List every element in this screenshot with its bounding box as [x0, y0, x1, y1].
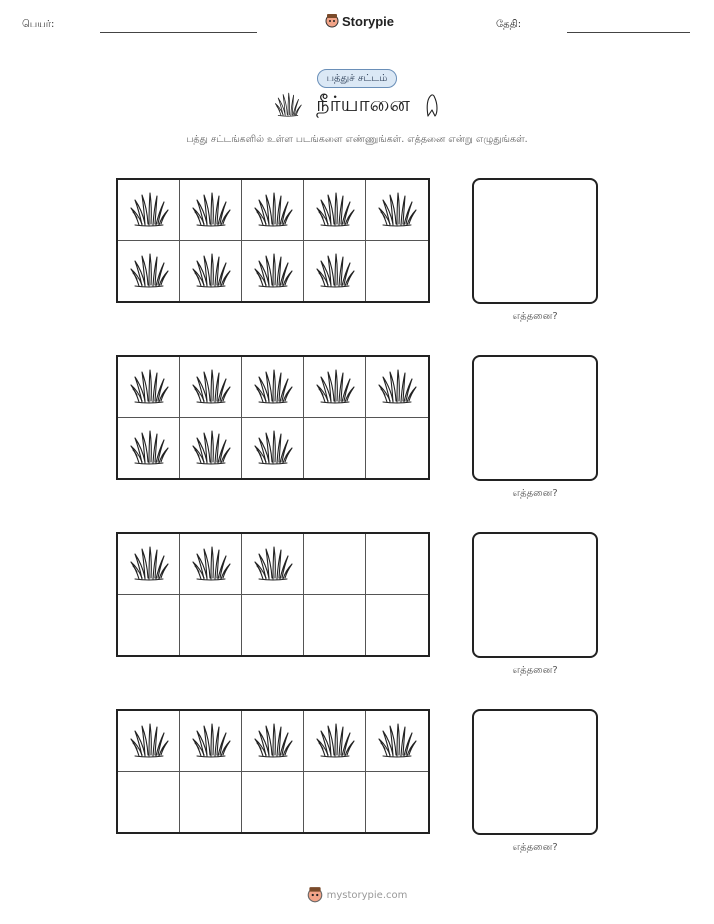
tooth-icon [424, 92, 440, 118]
ten-frame-cell [242, 180, 304, 241]
ten-frame-cell [304, 418, 366, 479]
how-many-label: எத்தனை? [512, 488, 558, 499]
ten-frame-cell [242, 711, 304, 772]
ten-frame-cell [180, 772, 242, 833]
how-many-label: எத்தனை? [512, 311, 558, 322]
grass-icon [315, 721, 355, 761]
grass-icon [253, 367, 293, 407]
grass-icon [315, 251, 355, 291]
ten-frame-cell [304, 357, 366, 418]
grass-icon [191, 367, 231, 407]
ten-frame-cell [118, 418, 180, 479]
ten-frame-cell [118, 357, 180, 418]
grass-icon [253, 721, 293, 761]
grass-icon [253, 428, 293, 468]
storypie-mascot-icon [325, 13, 339, 29]
brand-logo [325, 13, 394, 29]
instructions: பத்து சட்டங்களில் உள்ள படங்களை எண்ணுங்கள். எத்தனை என்று எழுதுங்கள். [186, 134, 528, 145]
ten-frame-cell [242, 241, 304, 302]
ten-frame-cell [242, 534, 304, 595]
grass-icon [274, 91, 302, 119]
ten-frame-cell [304, 595, 366, 656]
grass-icon [129, 367, 169, 407]
grass-icon [129, 428, 169, 468]
grass-icon [191, 251, 231, 291]
grass-icon [191, 190, 231, 230]
ten-frame-cell [366, 772, 428, 833]
ten-frame-cell [180, 711, 242, 772]
ten-frame-cell [180, 180, 242, 241]
footer-url: mystorypie.com [326, 889, 408, 901]
ten-frame-cell [118, 595, 180, 656]
footer [0, 886, 714, 904]
worksheet-title: நீர்யானை [316, 91, 410, 116]
ten-frame [116, 709, 430, 834]
ten-frame-cell [118, 711, 180, 772]
ten-frame-cell [304, 711, 366, 772]
name-label: பெயர்: [22, 19, 55, 30]
grass-icon [191, 428, 231, 468]
grass-icon [315, 190, 355, 230]
grass-icon [315, 367, 355, 407]
answer-box[interactable] [472, 178, 598, 304]
grass-icon [129, 721, 169, 761]
worksheet-type-badge: பத்துச் சட்டம் [317, 69, 398, 88]
ten-frame-cell [304, 180, 366, 241]
ten-frame-cell [180, 357, 242, 418]
ten-frame-cell [242, 772, 304, 833]
ten-frame-cell [180, 241, 242, 302]
grass-icon [377, 721, 417, 761]
ten-frame-cell [366, 595, 428, 656]
ten-frame-cell [118, 241, 180, 302]
ten-frame-cell [242, 357, 304, 418]
answer-box[interactable] [472, 355, 598, 481]
grass-icon [129, 251, 169, 291]
grass-icon [129, 190, 169, 230]
title-row [0, 91, 714, 119]
ten-frame-cell [366, 534, 428, 595]
ten-frame-cell [366, 711, 428, 772]
ten-frame-cell [118, 534, 180, 595]
ten-frame-cell [180, 534, 242, 595]
ten-frame [116, 532, 430, 657]
storypie-mascot-icon [307, 886, 323, 904]
grass-icon [253, 190, 293, 230]
ten-frame-cell [366, 241, 428, 302]
grass-icon [377, 190, 417, 230]
ten-frame-cell [180, 418, 242, 479]
brand-name: Storypie [342, 13, 395, 29]
ten-frame-cell [242, 595, 304, 656]
name-line[interactable] [100, 32, 257, 33]
ten-frame-cell [366, 418, 428, 479]
answer-box[interactable] [472, 532, 598, 658]
ten-frame [116, 178, 430, 303]
answer-box[interactable] [472, 709, 598, 835]
how-many-label: எத்தனை? [512, 665, 558, 676]
ten-frame-cell [180, 595, 242, 656]
grass-icon [253, 251, 293, 291]
grass-icon [253, 544, 293, 584]
grass-icon [191, 721, 231, 761]
grass-icon [377, 367, 417, 407]
how-many-label: எத்தனை? [512, 842, 558, 853]
ten-frame-cell [304, 772, 366, 833]
date-line[interactable] [567, 32, 690, 33]
ten-frame-cell [118, 772, 180, 833]
ten-frame-cell [304, 241, 366, 302]
ten-frame-cell [304, 534, 366, 595]
date-label: தேதி: [496, 19, 522, 30]
grass-icon [191, 544, 231, 584]
ten-frame-cell [366, 180, 428, 241]
grass-icon [129, 544, 169, 584]
ten-frame-cell [366, 357, 428, 418]
ten-frame-cell [242, 418, 304, 479]
ten-frame [116, 355, 430, 480]
ten-frame-cell [118, 180, 180, 241]
